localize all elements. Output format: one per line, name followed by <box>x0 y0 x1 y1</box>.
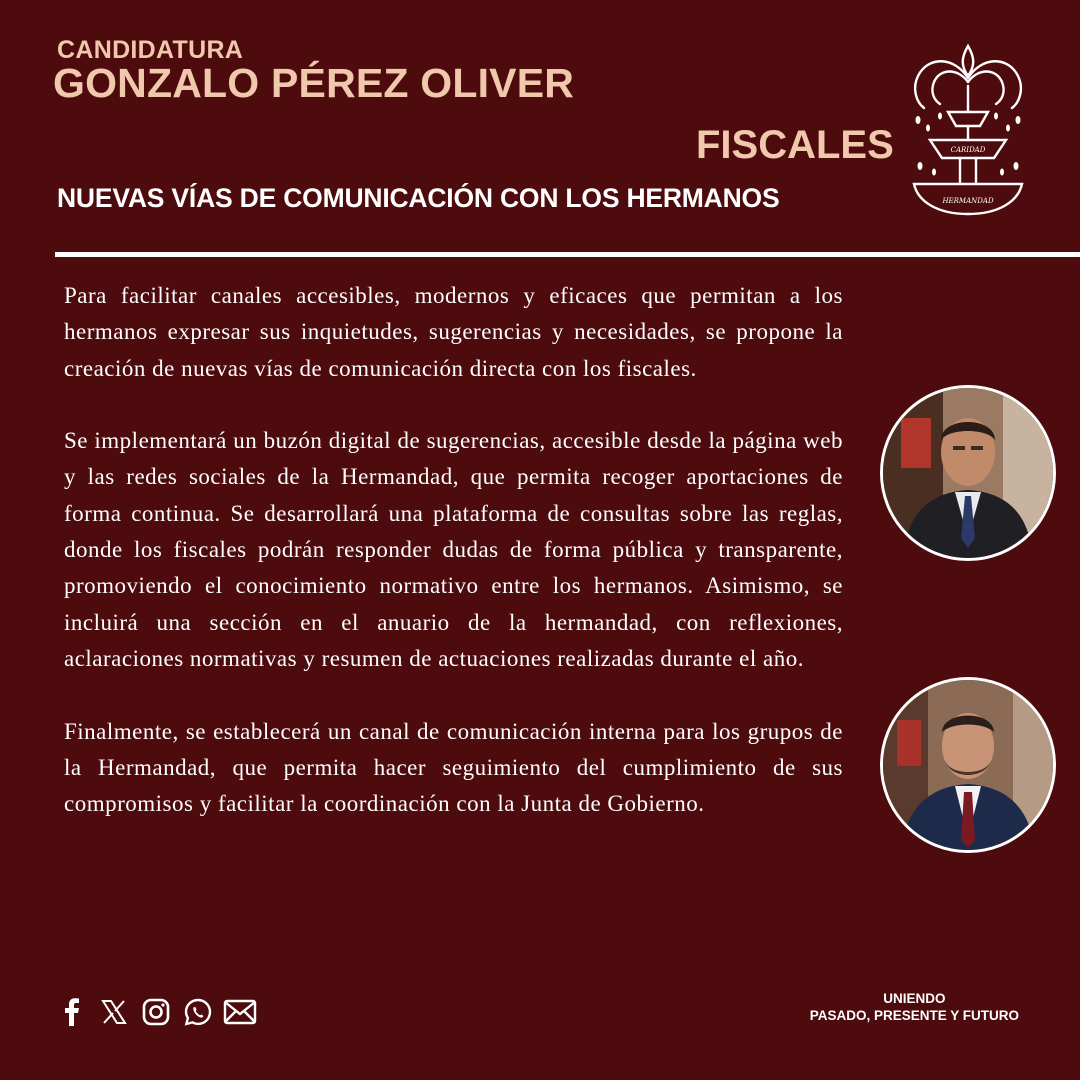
paragraph-closing: Finalmente, se establecerá un canal de comunicación interna para los grupos de la Hermandad, que permita hacer seguimiento del cumplimiento de sus compromisos y facilitar la coordinación con la Junta de Gobierno. <box>64 718 843 817</box>
page-subtitle: NUEVAS VÍAS DE COMUNICACIÓN CON LOS HERMANOS <box>57 183 780 213</box>
whatsapp-icon[interactable] <box>177 996 219 1028</box>
portrait-fiscal <box>880 677 1056 853</box>
campaign-slogan <box>810 990 1019 1024</box>
mail-icon[interactable] <box>219 996 261 1028</box>
header-divider <box>55 252 1080 257</box>
x-icon[interactable] <box>93 996 135 1028</box>
paragraph-measures: Se implementará un buzón digital de sugerencias, accesible desde la página web y las redes sociales de la Hermandad, que permita recoger aportaciones de forma continua. Se desarrollará una plataforma de consultas sobre las reglas, donde los fiscales podrán responder dudas de forma pública y transparente, promoviendo el conocimiento normativo entre los hermanos. Asimismo, se incluirá una sección en el anuario de la hermandad, con reflexiones, aclaraciones normativas y resumen de actuaciones realizadas durante el año. <box>64 428 843 671</box>
candidacy-kicker: CANDIDATURA <box>57 36 244 64</box>
slogan-line-1: UNIENDO <box>883 991 946 1006</box>
instagram-icon[interactable] <box>135 996 177 1028</box>
portrait-candidate <box>880 385 1056 561</box>
social-links <box>51 996 261 1028</box>
hermandad-logo <box>906 42 1030 220</box>
candidate-name: GONZALO PÉREZ OLIVER <box>53 60 575 106</box>
proposal-body <box>64 278 843 859</box>
logo-ribbon-top: CARIDAD <box>950 146 986 154</box>
facebook-icon[interactable] <box>51 996 93 1028</box>
slogan-line-2: PASADO, PRESENTE Y FUTURO <box>809 1008 1019 1023</box>
section-title: FISCALES <box>696 123 894 167</box>
logo-ribbon-bottom: HERMANDAD <box>942 197 994 205</box>
paragraph-intro: Para facilitar canales accesibles, modernos y eficaces que permitan a los hermanos expresar sus inquietudes, sugerencias y necesidades, se propone la creación de nuevas vías de comunicación directa con los fiscales. <box>64 283 843 381</box>
